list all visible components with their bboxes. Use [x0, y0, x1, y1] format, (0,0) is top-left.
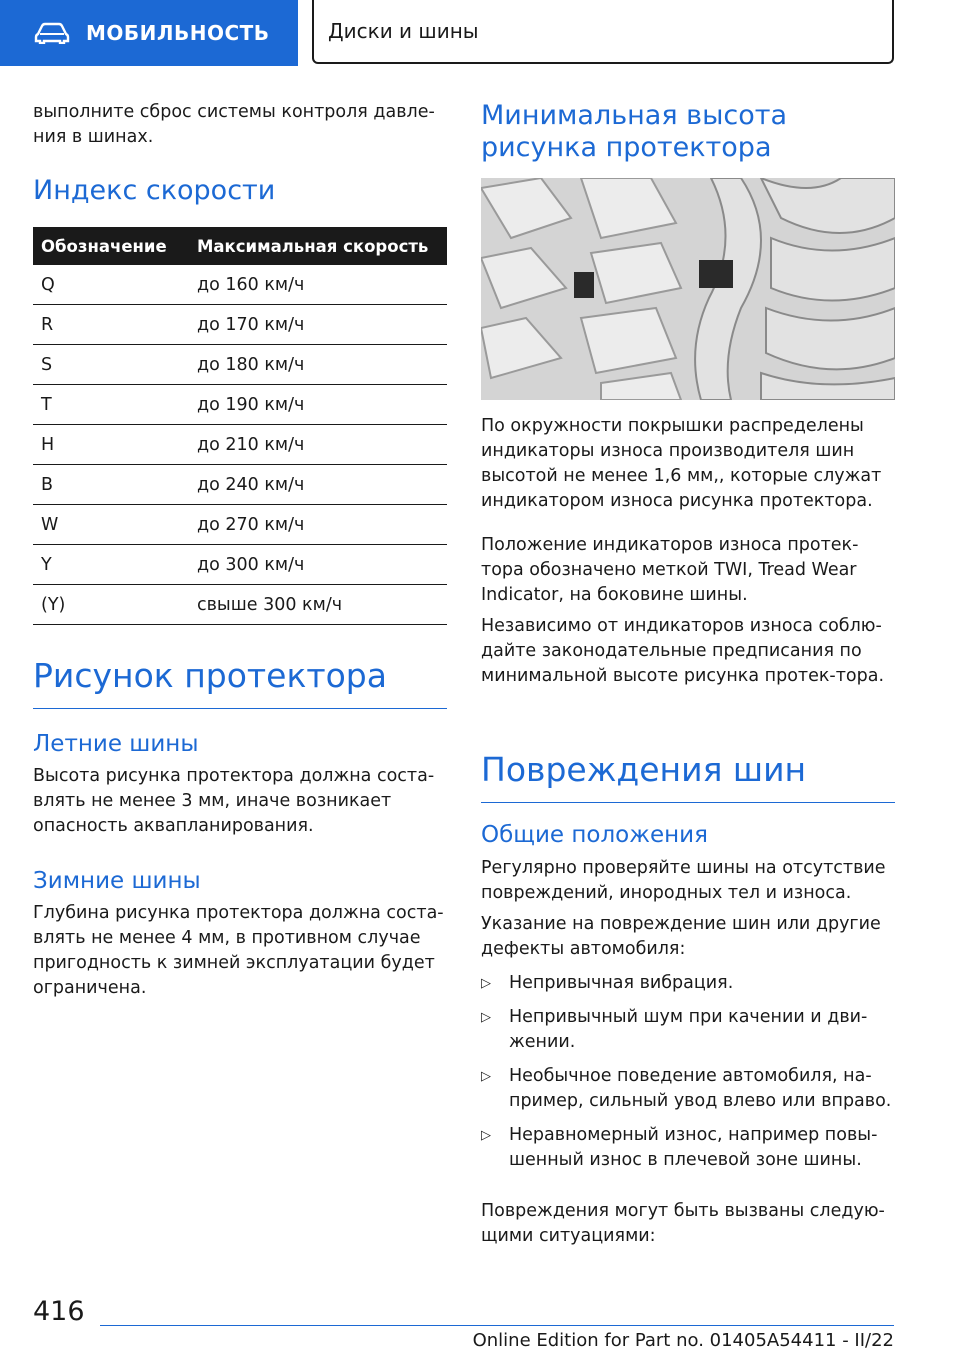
table-row	[33, 265, 447, 305]
table-cell: до 190 км/ч	[189, 385, 447, 425]
speed-index-heading: Индекс скорости	[33, 175, 276, 206]
triangle-bullet-icon: ▷	[481, 976, 491, 991]
closing-text: Повреждения могут быть вызваны следую-щими ситуациями:	[481, 1201, 885, 1246]
list-item-text: Неравномерный износ, например повы-шенный износ в плечевой зоне шины.	[509, 1125, 878, 1170]
table-row	[33, 425, 447, 465]
twi-text: Положение индикаторов износа протек-тора обозначено меткой TWI, Tread Wear Indicator, на боковине шины.	[481, 535, 859, 605]
summer-tires-heading: Летние шины	[33, 731, 199, 757]
table-cell: W	[33, 505, 189, 545]
car-icon	[34, 22, 70, 44]
table-cell: до 160 км/ч	[189, 265, 447, 305]
table-header-cell: Обозначение	[33, 227, 189, 265]
table-cell: T	[33, 385, 189, 425]
section-tab	[0, 0, 298, 66]
table-cell: свыше 300 км/ч	[189, 585, 447, 625]
table-cell: до 180 км/ч	[189, 345, 447, 385]
list-item	[481, 1064, 895, 1114]
table-cell: до 210 км/ч	[189, 425, 447, 465]
summer-tires-text: Высота рисунка протектора должна соста-влять не менее 3 мм, иначе возникает опасность аквапланирования.	[33, 766, 435, 836]
page-number: 416	[33, 1296, 85, 1327]
table-row	[33, 305, 447, 345]
table-cell: до 240 км/ч	[189, 465, 447, 505]
winter-tires-text: Глубина рисунка протектора должна соста-влять не менее 4 мм, в противном случае пригодность к зимней эксплуатации будет ограничена.	[33, 903, 444, 998]
table-row	[33, 505, 447, 545]
chapter-header	[312, 0, 894, 64]
table-cell: B	[33, 465, 189, 505]
tread-heading: Рисунок протектора	[33, 656, 447, 709]
footer-divider	[100, 1325, 894, 1326]
damage-heading: Повреждения шин	[481, 750, 895, 803]
list-item	[481, 1005, 895, 1055]
speed-index-table	[33, 227, 447, 625]
list-item-text: Необычное поведение автомобиля, на-пример, сильный увод влево или вправо.	[509, 1066, 892, 1111]
chapter-title: Диски и шины	[328, 19, 479, 43]
damage-symptoms-list	[481, 971, 895, 1182]
winter-tires-heading: Зимние шины	[33, 868, 201, 894]
triangle-bullet-icon: ▷	[481, 1128, 491, 1143]
list-item-text: Непривычная вибрация.	[509, 973, 734, 993]
table-row	[33, 545, 447, 585]
table-cell: Q	[33, 265, 189, 305]
table-header-cell: Максимальная скорость	[189, 227, 447, 265]
table-header-row	[33, 227, 447, 265]
edition-note: Online Edition for Part no. 01405A54411 - II/22	[472, 1330, 894, 1351]
general-text: Регулярно проверяйте шины на отсутствие повреждений, инородных тел и износа.	[481, 858, 886, 903]
section-title: МОБИЛЬНОСТЬ	[86, 21, 270, 45]
intro-text: выполните сброс системы контроля давле-ния в шинах.	[33, 102, 435, 147]
min-depth-heading: Минимальная высота рисунка протектора	[481, 100, 788, 163]
table-cell: до 300 км/ч	[189, 545, 447, 585]
table-cell: R	[33, 305, 189, 345]
table-row	[33, 585, 447, 625]
hint-text: Указание на повреждение шин или другие дефекты автомобиля:	[481, 914, 881, 959]
table-cell: Y	[33, 545, 189, 585]
list-item-text: Непривычный шум при качении и дви-жении.	[509, 1007, 868, 1052]
table-row	[33, 345, 447, 385]
table-cell: H	[33, 425, 189, 465]
table-cell: S	[33, 345, 189, 385]
tread-wear-indicator-image	[481, 178, 895, 400]
table-cell: (Y)	[33, 585, 189, 625]
general-heading: Общие положения	[481, 822, 708, 848]
indicators-text: По окружности покрышки распределены индикаторы износа производителя шин высотой не менее 1,6 мм,, которые служат индикатором износа рисунка протектора.	[481, 416, 882, 511]
list-item	[481, 1123, 895, 1173]
triangle-bullet-icon: ▷	[481, 1010, 491, 1025]
table-row	[33, 385, 447, 425]
table-cell: до 270 км/ч	[189, 505, 447, 545]
table-row	[33, 465, 447, 505]
table-cell: до 170 км/ч	[189, 305, 447, 345]
legal-text: Независимо от индикаторов износа соблю-дайте законодательные предписания по минимальной высоте рисунка протек-тора.	[481, 616, 885, 686]
list-item	[481, 971, 895, 996]
triangle-bullet-icon: ▷	[481, 1069, 491, 1084]
